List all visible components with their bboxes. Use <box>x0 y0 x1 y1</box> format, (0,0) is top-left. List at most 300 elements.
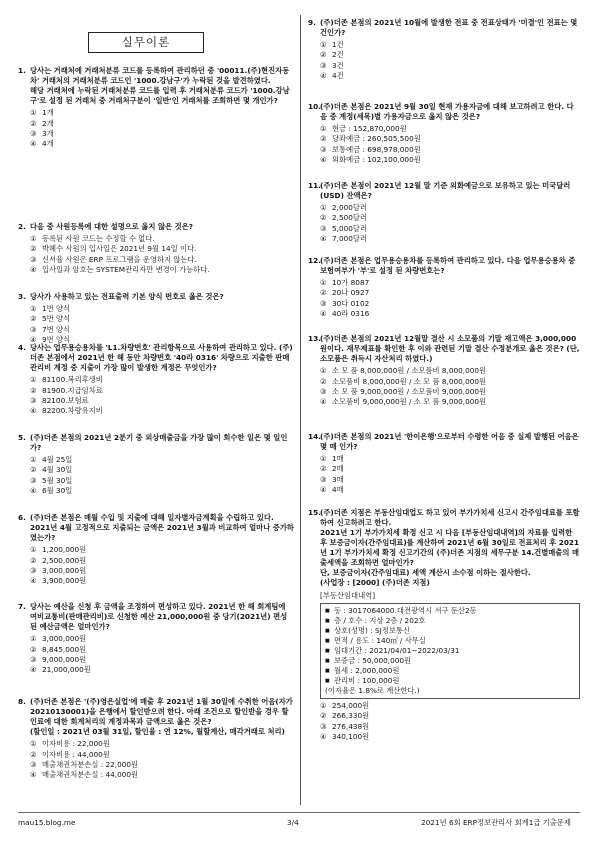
option-marker: ① <box>30 108 37 118</box>
answer-option[interactable] <box>320 485 580 495</box>
option-text: 소모품비 8,000,000원 / 소 모 품 8,000,000원 <box>332 376 487 386</box>
answer-options <box>320 40 580 81</box>
option-marker: ③ <box>30 475 37 485</box>
bullet-icon: ■ <box>325 617 330 624</box>
question-stem <box>308 102 580 122</box>
answer-options <box>30 545 294 586</box>
question-stem <box>308 181 580 201</box>
option-text: 20나 0927 <box>332 288 370 298</box>
footer-exam-title: 2021년 6회 ERP정보관리사 회계1급 기출문제 <box>421 818 571 827</box>
option-marker: ① <box>30 739 37 749</box>
answer-option[interactable] <box>30 750 294 760</box>
option-marker: ② <box>30 644 37 654</box>
bullet-icon: ■ <box>325 607 330 614</box>
question-text <box>30 697 294 737</box>
option-text: 2,500,000원 <box>42 555 87 565</box>
option-marker: ③ <box>320 223 327 233</box>
question-stem <box>18 343 294 373</box>
question-line: 다음 중 사원등록에 대한 설명으로 옳지 않은 것은? <box>30 222 193 231</box>
option-text: 81100.복리후생비 <box>42 375 103 385</box>
answer-option[interactable] <box>320 134 580 144</box>
answer-option[interactable] <box>30 665 294 675</box>
option-text: 2매 <box>332 464 344 474</box>
option-text: 7,000달러 <box>332 234 367 244</box>
question-line: 당사는 예산을 신청 후 금액을 조정하여 편성하고 있다. 2021년 한 해 회계팀에 여비교통비(판매관리비)로 신청한 예산 21,000,000원 중 당기(2021년) 편성된 예산금액은 얼마인가? <box>30 602 288 632</box>
rental-detail-item <box>325 616 575 626</box>
question-15 <box>308 508 580 743</box>
option-text: 1건 <box>332 40 344 50</box>
answer-option[interactable] <box>30 244 294 254</box>
rental-detail-item <box>325 636 575 646</box>
rental-detail-item <box>325 656 575 666</box>
option-text: 4건 <box>332 71 344 81</box>
answer-options <box>320 366 580 407</box>
option-marker: ④ <box>30 770 37 780</box>
answer-option[interactable] <box>320 377 580 387</box>
question-text <box>320 256 580 276</box>
question-stem <box>308 432 580 452</box>
bullet-icon: ■ <box>325 647 330 654</box>
question-number: 11. <box>308 181 321 190</box>
question-text <box>30 433 294 453</box>
option-marker: ④ <box>30 406 37 416</box>
question-text <box>30 66 294 106</box>
bullet-icon: ■ <box>325 637 330 644</box>
answer-option[interactable] <box>30 545 294 555</box>
answer-option[interactable] <box>30 566 294 576</box>
option-text: 4월 25일 <box>42 455 73 465</box>
interest-rate-note: (이자율은 1.8%로 계산한다.) <box>325 686 420 696</box>
answer-options <box>30 234 294 275</box>
question-stem <box>18 292 294 302</box>
answer-option[interactable] <box>320 234 580 244</box>
question-stem <box>18 222 294 232</box>
question-number: 13. <box>308 334 321 343</box>
question-line: (주)더존 본점이 2021년 12월 말 기준 외화예금으로 보유하고 있는 미국달러(USD) 잔액은? <box>320 181 571 201</box>
answer-option[interactable] <box>30 655 294 665</box>
option-marker: ① <box>30 634 37 644</box>
option-text: 이자비용 : 44,000원 <box>42 749 110 759</box>
option-text: 5,000달러 <box>332 223 367 233</box>
footer-page-number: 3/4 <box>287 818 299 827</box>
answer-option[interactable] <box>30 396 294 406</box>
option-text: 40라 0316 <box>332 309 370 319</box>
question-stem <box>18 602 294 632</box>
question-number: 14. <box>308 432 321 441</box>
option-marker: ④ <box>320 309 327 319</box>
question-line: (주)더존 본점은 업무용승용차를 등록하여 관리하고 있다. 다음 업무용승용차 중 보험여부가 '부'로 설정 된 차량번호는? <box>320 256 576 276</box>
rental-details-box <box>320 603 580 700</box>
question-9 <box>308 18 580 82</box>
option-marker: ① <box>30 545 37 555</box>
question-line: (주)더존 본점은 2021년 9월 30일 현재 가용자금에 대해 보고하려고 한다. 다음 중 계정(세목)별 가용자금으로 옳지 않은 것은? <box>320 102 574 122</box>
option-text: 6월 30일 <box>42 486 73 496</box>
answer-option[interactable] <box>30 634 294 644</box>
answer-option[interactable] <box>30 139 294 149</box>
option-text: 266,330원 <box>332 711 370 721</box>
answer-options <box>30 108 294 149</box>
question-line: 단, 보증금이자(간주임대료) 세액 계산시 소수점 이하는 절사한다. <box>320 568 531 578</box>
option-marker: ③ <box>30 759 37 769</box>
answer-options <box>30 739 294 780</box>
question-text <box>320 334 580 364</box>
option-marker: ③ <box>320 721 327 731</box>
option-marker: ② <box>320 288 327 298</box>
option-text: 9번 양식 <box>42 335 71 345</box>
answer-option[interactable] <box>30 255 294 265</box>
option-text: 4월 30일 <box>42 465 73 475</box>
answer-options <box>30 455 294 496</box>
option-marker: ④ <box>320 485 327 495</box>
rental-detail-text: 보증금 : 50,000,000원 <box>334 655 412 665</box>
question-line: 당사가 사용하고 있는 전표출력 기본 양식 번호로 옳은 것은? <box>30 292 224 301</box>
option-marker: ① <box>320 40 327 50</box>
option-marker: ④ <box>320 155 327 165</box>
question-13 <box>308 334 580 408</box>
option-marker: ① <box>30 375 37 385</box>
answer-option[interactable] <box>320 155 580 165</box>
answer-option[interactable] <box>320 50 580 60</box>
option-text: 신서율 사원은 ERP 프로그램을 운영하지 않는다. <box>42 254 197 264</box>
option-text: 254,000원 <box>332 701 370 711</box>
option-marker: ③ <box>30 395 37 405</box>
option-marker: ② <box>30 555 37 565</box>
option-text: 82100.보험료 <box>42 395 89 405</box>
option-marker: ③ <box>30 324 37 334</box>
option-text: 외화예금 : 102,100,000원 <box>332 155 421 165</box>
option-text: 소 모 품 9,000,000원 / 소모품비 9,000,000원 <box>332 386 487 396</box>
rental-detail-text: 층 / 호수 : 지상 2층 / 202호 <box>334 615 426 625</box>
option-text: 276,438원 <box>332 721 370 731</box>
question-line: (주)더존 본점의 2021년 '한이은행'으로부터 수령한 어음 중 실제 발행된 어음은 몇 매 인가? <box>320 432 579 452</box>
option-text: 당좌예금 : 260,505,500원 <box>332 134 421 144</box>
option-text: 2,000달러 <box>332 203 367 213</box>
rental-detail-item <box>325 666 575 676</box>
option-marker: ③ <box>30 565 37 575</box>
bullet-icon: ■ <box>325 627 330 634</box>
answer-option[interactable] <box>320 475 580 485</box>
question-line: (주)더존 본점의 2021년 10월에 발생한 전표 중 전표상태가 '미결'인 전표는 몇 건인가? <box>320 18 578 38</box>
option-marker: ② <box>320 50 327 60</box>
option-marker: ④ <box>320 397 327 407</box>
option-marker: ④ <box>30 576 37 586</box>
question-number: 2. <box>18 222 26 231</box>
answer-option[interactable] <box>320 278 580 288</box>
question-line: 해당 거래처에 누락된 거래처분류 코드를 입력 후 거래처분류 코드가 '1000.강남구'로 설정 된 거래처 중 거래처구분이 '일반'인 거래처를 조회하면 몇 개인가? <box>30 86 290 106</box>
bullet-icon: ■ <box>325 678 330 684</box>
option-marker: ② <box>30 749 37 759</box>
option-text: 10가 8087 <box>332 278 370 288</box>
section-title: 실무이론 <box>88 32 204 53</box>
option-marker: ③ <box>320 144 327 154</box>
option-marker: ① <box>30 304 37 314</box>
question-text <box>320 432 580 452</box>
answer-options <box>320 203 580 244</box>
question-stem <box>18 513 294 543</box>
question-text <box>320 181 580 201</box>
rental-detail-text: 동 : 3017064000.대전광역시 서구 둔산2동 <box>334 605 477 615</box>
rental-detail-item <box>325 626 575 636</box>
column-divider <box>300 15 301 805</box>
question-line: 당사는 업무용승용차를 'L1.차량번호' 관리항목으로 사용하여 관리하고 있다. (주)더존 본점에서 2021년 한 해 동안 차량번호 '40라 0316' 차량으로 지출한 판매관리비 계정 중 지출이 가장 많이 발생한 계정은 무엇인가? <box>30 343 293 373</box>
question-12 <box>308 256 580 320</box>
answer-options <box>320 124 580 165</box>
option-marker: ④ <box>320 732 327 742</box>
question-2 <box>18 222 294 276</box>
answer-option[interactable] <box>30 314 294 324</box>
question-text <box>320 508 580 589</box>
question-10 <box>308 102 580 166</box>
option-text: 입사일과 암호는 SYSTEM관리자만 변경이 가능하다. <box>42 265 210 275</box>
question-stem <box>18 697 294 737</box>
question-11 <box>308 181 580 245</box>
answer-option[interactable] <box>30 234 294 244</box>
answer-option[interactable] <box>30 386 294 396</box>
question-text <box>30 292 294 302</box>
question-number: 4. <box>18 343 26 352</box>
answer-options <box>30 634 294 675</box>
option-marker: ④ <box>30 265 37 275</box>
option-marker: ① <box>30 234 37 244</box>
option-marker: ③ <box>320 60 327 70</box>
question-line: 당사는 거래처에 거래처분류 코드를 등록하여 관리하던 중 '00011.(주)현진자동차' 거래처의 거래처분류 코드인 '1000.강남구'가 누락된 것을 발견하였다. <box>30 66 290 86</box>
option-text: 매출채권처분손실 : 22,000원 <box>42 759 139 769</box>
answer-option[interactable] <box>30 739 294 749</box>
rental-detail-item <box>325 646 575 656</box>
option-text: 2개 <box>42 118 54 128</box>
option-text: 4개 <box>42 139 54 149</box>
question-number: 7. <box>18 602 26 611</box>
option-text: 소 모 품 8,000,000원 / 소모품비 8,000,000원 <box>332 366 487 376</box>
option-text: 1개 <box>42 108 54 118</box>
option-text: 5월 30일 <box>42 475 73 485</box>
option-text: 21,000,000원 <box>42 665 91 675</box>
option-marker: ④ <box>320 234 327 244</box>
option-marker: ② <box>320 464 327 474</box>
answer-option[interactable] <box>320 454 580 464</box>
answer-option[interactable] <box>30 325 294 335</box>
question-line: (주)더존 본점은 매월 수입 및 지출에 대해 일자별자금계획을 수립하고 있다. 2021년 4월 고정적으로 지출되는 금액은 2021년 3월과 비교하여 얼마나 증가하였는가? <box>30 513 294 543</box>
answer-option[interactable] <box>30 108 294 118</box>
answer-option[interactable] <box>320 711 580 721</box>
option-marker: ③ <box>30 654 37 664</box>
answer-options <box>320 701 580 742</box>
question-number: 5. <box>18 433 26 442</box>
option-text: 82200.차량유지비 <box>42 406 103 416</box>
rental-detail-text: 관리비 : 100,000원 <box>334 676 400 685</box>
option-text: 7번 양식 <box>42 324 71 334</box>
question-stem <box>18 433 294 453</box>
question-8 <box>18 697 294 781</box>
answer-option[interactable] <box>320 40 580 50</box>
answer-options <box>320 454 580 495</box>
question-stem <box>18 66 294 106</box>
answer-option[interactable] <box>320 397 580 407</box>
option-text: 3매 <box>332 474 344 484</box>
option-marker: ④ <box>30 139 37 149</box>
answer-option[interactable] <box>30 576 294 586</box>
answer-option[interactable] <box>30 304 294 314</box>
option-marker: ④ <box>30 335 37 345</box>
question-number: 12. <box>308 256 321 265</box>
option-text: 박혜수 사원의 입사일은 2021년 9월 14일 이다. <box>42 244 197 254</box>
answer-option[interactable] <box>30 476 294 486</box>
answer-option[interactable] <box>30 465 294 475</box>
question-line: (사업장 : [2000] (주)더존 지점) <box>320 578 430 588</box>
option-marker: ② <box>30 385 37 395</box>
option-text: 1매 <box>332 454 344 464</box>
question-number: 10. <box>308 102 321 111</box>
option-text: 8,845,000원 <box>42 644 87 654</box>
answer-option[interactable] <box>320 722 580 732</box>
option-marker: ① <box>320 701 327 711</box>
option-marker: ② <box>320 134 327 144</box>
option-marker: ① <box>320 278 327 288</box>
option-marker: ② <box>30 465 37 475</box>
option-marker: ④ <box>30 665 37 675</box>
option-text: 81900.지급임차료 <box>42 385 103 395</box>
question-number: 9. <box>308 18 316 27</box>
option-text: 3,900,000원 <box>42 576 87 586</box>
answer-option[interactable] <box>30 406 294 416</box>
option-text: 2건 <box>332 50 344 60</box>
answer-option[interactable] <box>320 701 580 711</box>
option-marker: ② <box>320 711 327 721</box>
question-number: 1. <box>18 66 26 75</box>
question-number: 15. <box>308 508 321 517</box>
option-marker: ① <box>30 455 37 465</box>
option-marker: ④ <box>30 486 37 496</box>
question-stem <box>308 334 580 364</box>
question-text <box>30 222 294 232</box>
option-marker: ③ <box>320 298 327 308</box>
question-1 <box>18 66 294 150</box>
option-marker: ① <box>320 203 327 213</box>
rental-detail-item <box>325 606 575 616</box>
answer-option[interactable] <box>30 455 294 465</box>
answer-option[interactable] <box>320 71 580 81</box>
answer-option[interactable] <box>30 770 294 780</box>
option-marker: ① <box>320 366 327 376</box>
answer-option[interactable] <box>320 145 580 155</box>
answer-option[interactable] <box>320 309 580 319</box>
option-text: 3,000,000원 <box>42 565 87 575</box>
answer-option[interactable] <box>30 645 294 655</box>
footer-rule <box>18 812 580 813</box>
question-line: (주)더존 지점은 부동산임대업도 하고 있어 부가가치세 신고시 간주임대료를 포함하여 신고하려고 한다. <box>320 508 580 528</box>
question-text <box>320 102 580 122</box>
answer-option[interactable] <box>320 732 580 742</box>
question-line: (주)더존 본점의 2021년 2분기 중 외상매출금을 가장 많이 회수한 일은 몇 일인가? <box>30 433 288 453</box>
answer-option[interactable] <box>30 265 294 275</box>
question-number: 6. <box>18 513 26 522</box>
option-marker: ① <box>320 124 327 134</box>
question-line: (주)더존 본점은 '(주)영은실업'에 매출 후 2021년 1월 30일에 수취한 어음(자가20210130001)을 은행에서 할인받으려 한다. 아래 조건으로 할인받을 경우 할인료에 대한 회계처리의 계정과목과 금액으로 옳은 것은? <box>30 697 293 727</box>
option-marker: ② <box>30 244 37 254</box>
option-text: 보통예금 : 698,978,000원 <box>332 144 421 154</box>
answer-option[interactable] <box>30 375 294 385</box>
answer-option[interactable] <box>30 119 294 129</box>
rental-detail-text: 면적 / 용도 : 140㎡ / 사무실 <box>334 635 426 645</box>
answer-option[interactable] <box>320 124 580 134</box>
rental-detail-item <box>325 676 575 686</box>
answer-option[interactable] <box>30 129 294 139</box>
option-text: 30다 0102 <box>332 298 370 308</box>
answer-options <box>320 278 580 319</box>
answer-option[interactable] <box>320 61 580 71</box>
option-text: 9,000,000원 <box>42 654 87 664</box>
answer-option[interactable] <box>320 203 580 213</box>
rental-details-title: [부동산임대내역] <box>320 590 376 600</box>
option-text: 4매 <box>332 485 344 495</box>
option-marker: ② <box>320 213 327 223</box>
answer-option[interactable] <box>320 288 580 298</box>
option-marker: ③ <box>320 386 327 396</box>
option-text: 현금 : 152,870,000원 <box>332 124 407 134</box>
option-marker: ② <box>30 314 37 324</box>
answer-options <box>30 375 294 416</box>
answer-options <box>30 304 294 345</box>
bullet-icon: ■ <box>325 657 330 664</box>
option-marker: ① <box>320 454 327 464</box>
question-7 <box>18 602 294 676</box>
option-text: 이자비용 : 22,000원 <box>42 739 110 749</box>
option-text: 2,500달러 <box>332 213 367 223</box>
answer-option[interactable] <box>320 464 580 474</box>
answer-option[interactable] <box>320 224 580 234</box>
question-text <box>30 513 294 543</box>
footer-site: mau15.blog.me <box>18 818 76 827</box>
option-marker: ③ <box>30 254 37 264</box>
answer-option[interactable] <box>320 387 580 397</box>
question-text <box>30 343 294 373</box>
question-4 <box>18 343 294 417</box>
answer-option[interactable] <box>320 366 580 376</box>
question-line: (할인일 : 2021년 03월 31일, 할인율 : 연 12%, 월할계산, 매각거래로 처리) <box>30 727 285 737</box>
option-marker: ② <box>320 376 327 386</box>
question-6 <box>18 513 294 587</box>
question-text <box>320 18 580 38</box>
answer-option[interactable] <box>320 299 580 309</box>
option-marker: ④ <box>320 71 327 81</box>
option-text: 340,100원 <box>332 732 370 742</box>
option-text: 5번 양식 <box>42 314 71 324</box>
option-text: 3,000,000원 <box>42 634 87 644</box>
rental-detail-text: 상호(성명) : SJ정보통신 <box>334 625 410 635</box>
answer-option[interactable] <box>30 760 294 770</box>
question-number: 8. <box>18 697 26 706</box>
answer-option[interactable] <box>320 213 580 223</box>
option-text: 등록된 사원 코드는 수정할 수 없다. <box>42 234 155 244</box>
rental-detail-text: 월세 : 2,000,000원 <box>334 665 400 675</box>
bullet-icon: ■ <box>325 667 330 674</box>
option-text: 1번 양식 <box>42 304 71 314</box>
option-marker: ② <box>30 118 37 128</box>
option-text: 3개 <box>42 128 54 138</box>
question-line: 2021년 1기 부가가치세 확정 신고 시 다음 [부동산임대내역]의 자료를 입력한 후 보증금이자(간주임대료)를 계산하여 2021년 6월 30일로 전표처리 후 2021년 1기 부가가치세 확정 신고기간의 (주)더존 지점의 세무구분 14.건별매출의 매출세액을 조회하면 얼마인가? <box>320 528 580 568</box>
question-stem <box>308 508 580 589</box>
answer-option[interactable] <box>30 486 294 496</box>
question-text <box>30 602 294 632</box>
question-line: (주)더존 본점의 2021년 12월말 결산 시 소모품의 기말 재고액은 3,000,000원이다. 재무제표를 확인한 후 이와 관련된 기말 결산 수정분개로 옳은 것은? (단, 소모품은 취득시 자산처리 하였다.) <box>320 334 580 364</box>
question-5 <box>18 433 294 497</box>
option-marker: ③ <box>320 474 327 484</box>
rental-detail-text: 임대기간 : 2021/04/01~2022/03/31 <box>334 645 460 655</box>
option-text: 소모품비 9,000,000원 / 소 모 품 9,000,000원 <box>332 397 487 407</box>
question-number: 3. <box>18 292 26 301</box>
option-text: 1,200,000원 <box>42 545 87 555</box>
answer-option[interactable] <box>30 556 294 566</box>
